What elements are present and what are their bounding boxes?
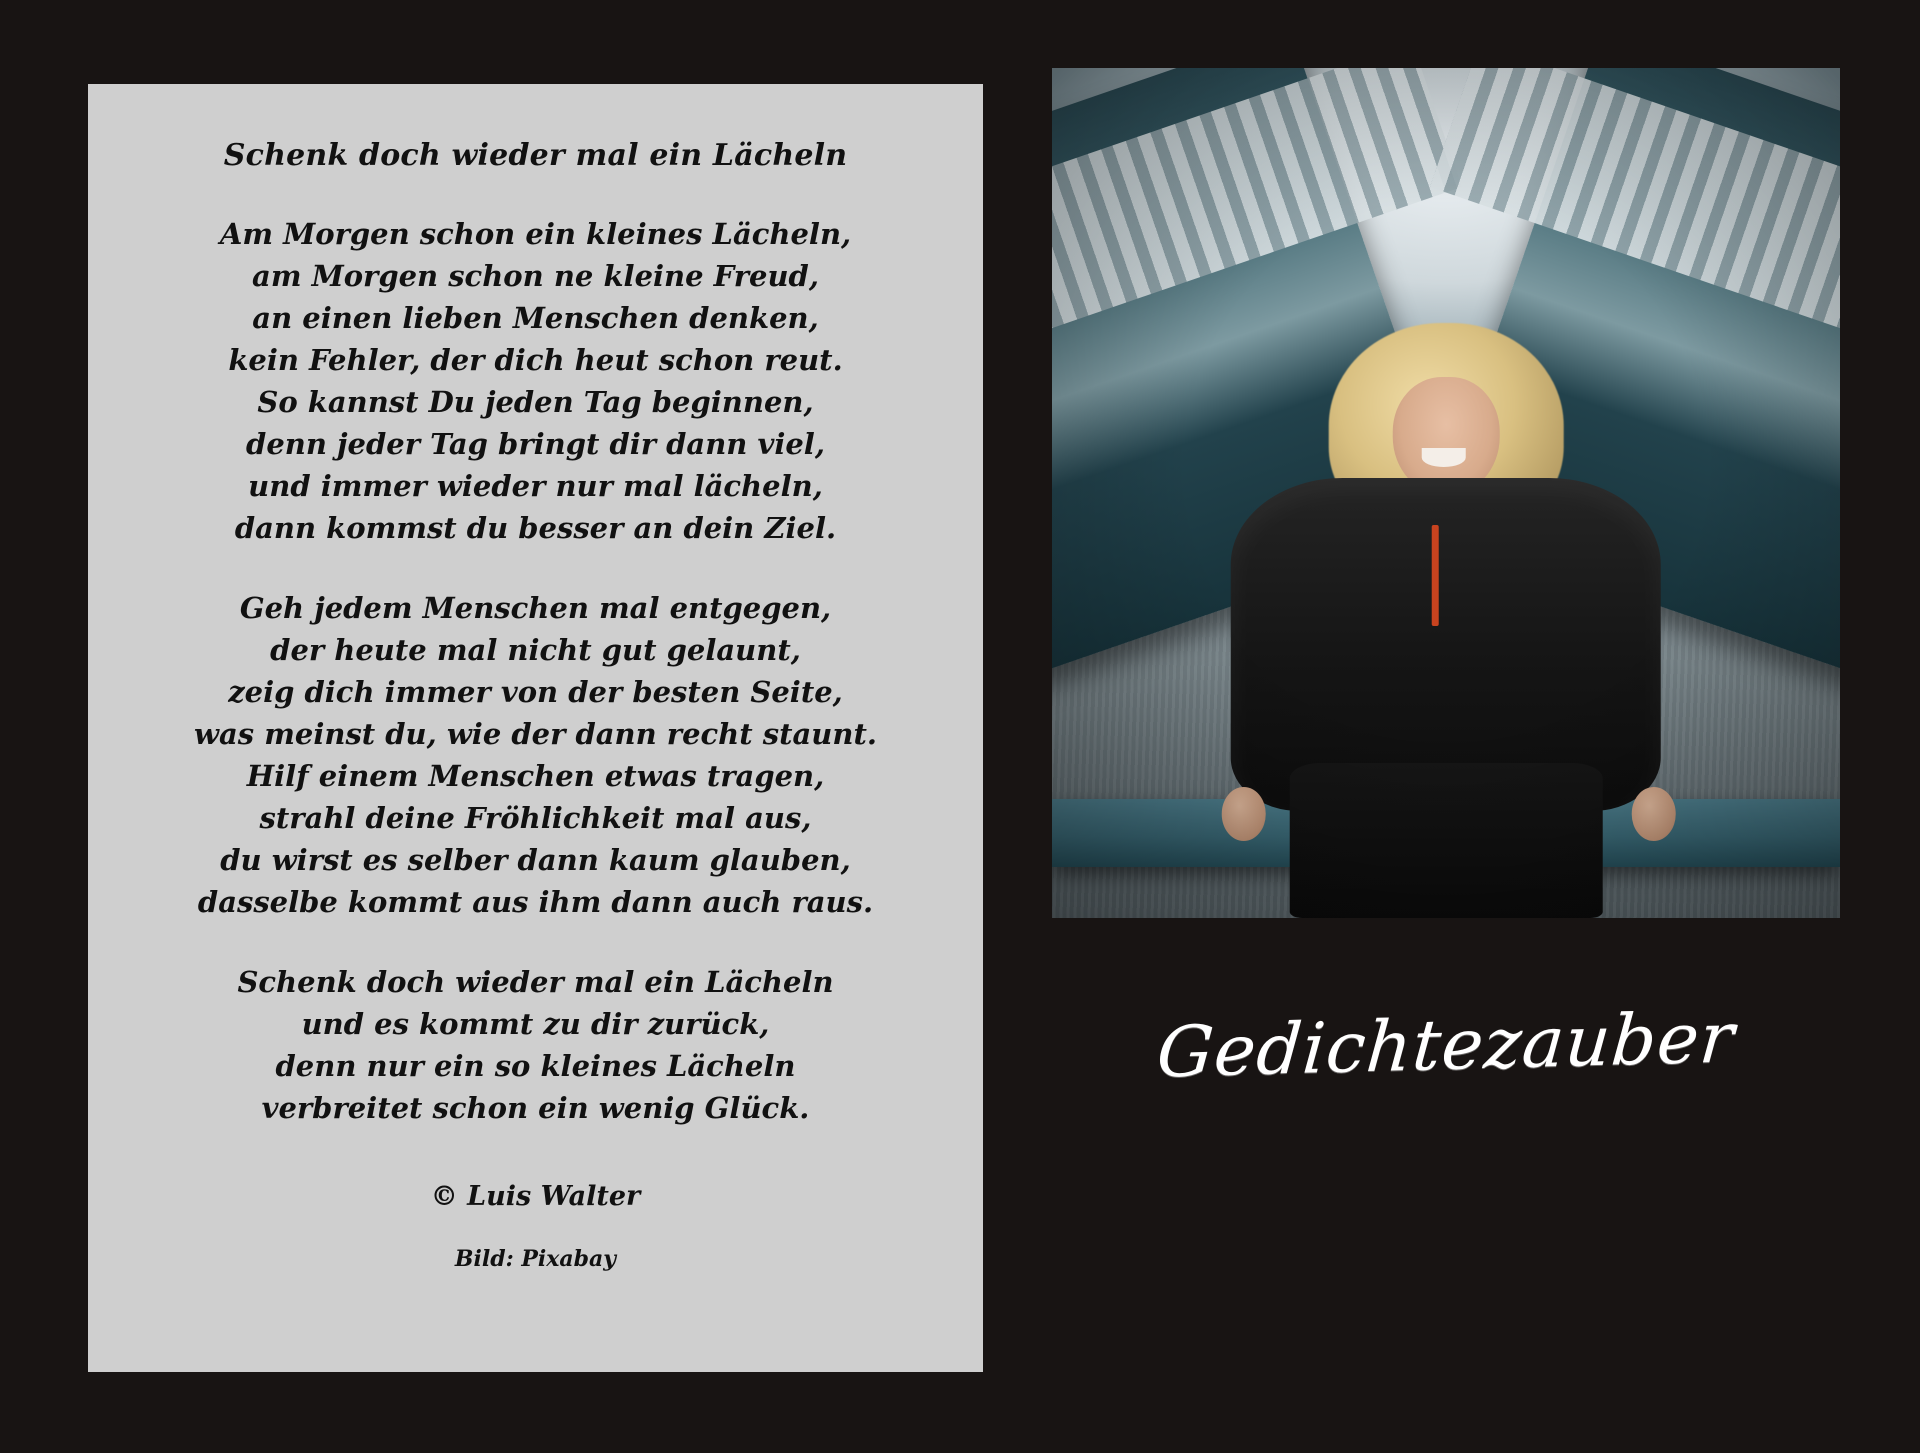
jacket-zipper (1431, 525, 1439, 626)
poem-line: du wirst es selber dann kaum glauben, (220, 843, 851, 877)
right-hand (1632, 787, 1676, 841)
black-trousers (1290, 763, 1603, 918)
poem-line: zeig dich immer von der besten Seite, (228, 675, 843, 709)
poem-line: und immer wieder nur mal lächeln, (248, 469, 823, 503)
poem-line: was meinst du, wie der dann recht staunt. (194, 717, 877, 751)
photo-frame (1052, 68, 1840, 918)
photo-illustration (1052, 68, 1840, 918)
poem-line: kein Fehler, der dich heut schon reut. (228, 343, 843, 377)
poem-line: der heute mal nicht gut gelaunt, (270, 633, 801, 667)
left-hand (1221, 787, 1265, 841)
poem-line: strahl deine Fröhlichkeit mal aus, (259, 801, 812, 835)
smile (1422, 448, 1466, 467)
poem-line: am Morgen schon ne kleine Freud, (252, 259, 819, 293)
poem-stanza-2 (194, 587, 877, 923)
poem-title: Schenk doch wieder mal ein Lächeln (223, 138, 848, 173)
brand-signature (1052, 955, 1840, 1135)
poem-stanza-3 (237, 961, 833, 1129)
poem-line: dasselbe kommt aus ihm dann auch raus. (197, 885, 874, 919)
poem-line: dann kommst du besser an dein Ziel. (234, 511, 837, 545)
author-credit: © Luis Walter (430, 1181, 641, 1212)
poem-card (88, 84, 983, 1372)
poem-line: und es kommt zu dir zurück, (301, 1007, 770, 1041)
black-jacket (1231, 478, 1661, 811)
poem-line: Geh jedem Menschen mal entgegen, (239, 591, 832, 625)
smiling-woman (1202, 323, 1691, 918)
poem-line: Am Morgen schon ein kleines Lächeln, (219, 217, 852, 251)
poem-line: Hilf einem Menschen etwas tragen, (246, 759, 825, 793)
poem-line: denn jeder Tag bringt dir dann viel, (246, 427, 825, 461)
poem-line: verbreitet schon ein wenig Glück. (261, 1091, 810, 1125)
poem-line: Schenk doch wieder mal ein Lächeln (237, 965, 834, 999)
poem-stanza-1 (220, 213, 851, 549)
poem-line: denn nur ein so kleines Lächeln (275, 1049, 796, 1083)
poem-line: an einen lieben Menschen denken, (252, 301, 819, 335)
image-source-credit: Bild: Pixabay (454, 1246, 617, 1272)
signature-text: Gedichtezauber (1154, 996, 1738, 1094)
poem-line: So kannst Du jeden Tag beginnen, (257, 385, 814, 419)
